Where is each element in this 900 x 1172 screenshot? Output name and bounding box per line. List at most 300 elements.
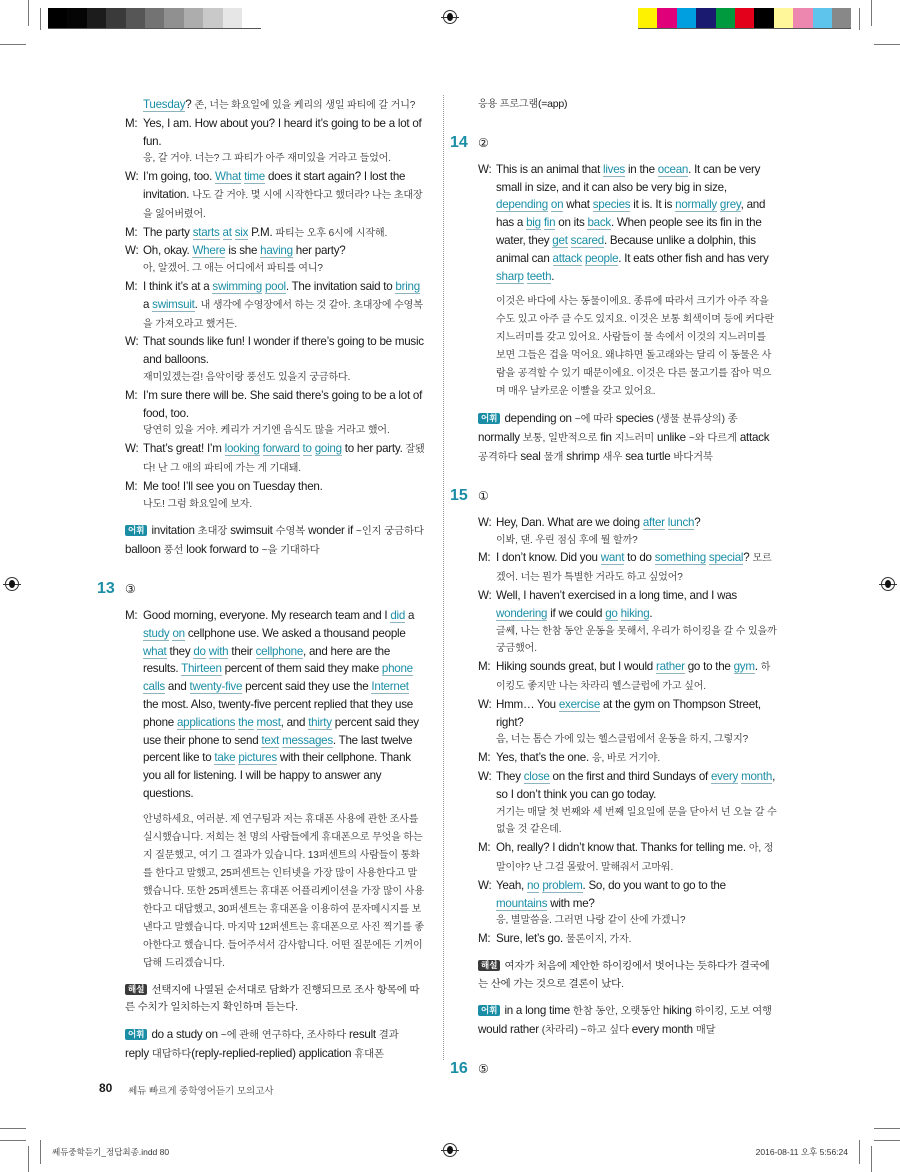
answer-blank: rather (655, 660, 685, 674)
explanation-text: 선택지에 나열된 순서대로 담화가 진행되므로 조사 항목에 따른 수치가 일치하는지 확인하며 듣는다. (125, 984, 420, 1014)
korean-translation: 하이킹, 도보 여행 (694, 1006, 772, 1018)
answer-blank: month (741, 769, 773, 783)
dialogue-line (478, 514, 778, 550)
answer-blank: What (215, 170, 242, 184)
korean-translation: 새우 (602, 451, 623, 463)
answer-blank: Internet (371, 680, 409, 694)
text-segment: . (194, 297, 201, 311)
explanation-section (125, 982, 425, 1018)
answer-blank: text (261, 733, 280, 747)
answer-blank: attack (552, 251, 582, 265)
book-title: 쎄듀 빠르게 중학영어듣기 모의고사 (128, 1086, 274, 1097)
gray-swatch (223, 8, 242, 28)
answer-blank: thirty (308, 715, 332, 729)
text-segment: percent said they use their phone to send (143, 715, 419, 747)
text-segment: in the (624, 162, 658, 176)
answer-blank: on (550, 198, 564, 212)
speaker-label: M: (125, 279, 138, 293)
speaker-label: W: (478, 769, 492, 783)
question-number: 16 (450, 1060, 468, 1078)
dialogue-line (125, 478, 425, 514)
crop-mark (874, 1128, 900, 1129)
color-swatch (677, 8, 696, 28)
text-segment: percent of them said they make (221, 662, 382, 676)
text-segment: attack (736, 431, 770, 445)
text-segment: with their cellphone. Thank you all for listening. I will be happy to answer any questions. (143, 751, 411, 800)
korean-translation: 나도 갈 거야. 몇 시에 시작한다고 했더라? 나는 초대장을 잃어버렸어. (143, 189, 423, 220)
text-segment: Good morning, everyone. My research team and I (143, 608, 391, 622)
text-segment: sea turtle (622, 449, 674, 463)
korean-translation: 응, 바로 거기야. (591, 753, 661, 765)
crop-mark (40, 8, 41, 30)
answer-blank: Thirteen (181, 662, 222, 676)
text-segment: percent said they use the (242, 680, 372, 694)
dialogue-line (125, 607, 425, 803)
dialogue-line (478, 696, 778, 749)
korean-translation: 지느러미 (614, 433, 655, 445)
korean-translation: 아, 알겠어. 그 애는 어디에서 파티를 여니? (143, 263, 323, 275)
text-segment: hiking (659, 1004, 695, 1018)
answer-blank: scared (570, 233, 604, 247)
text-segment: Hey, Dan. What are we doing (496, 515, 643, 529)
answer-blank: looking (224, 442, 260, 456)
text-segment: I think it’s at a (143, 279, 213, 293)
text-segment: result (346, 1028, 379, 1042)
answer-blank: what (143, 644, 167, 658)
answer-blank: gym (733, 660, 755, 674)
dialogue-line (478, 749, 778, 768)
korean-translation: 매달 (695, 1025, 716, 1037)
answer-blank: pictures (238, 751, 277, 765)
text-segment: . When people see its fin in the water, they (496, 216, 762, 247)
crop-mark (871, 0, 872, 26)
text-segment: This is an animal that (496, 162, 604, 176)
color-swatch (696, 8, 715, 28)
text-segment: I’m sure there will be. She said there’s going to be a lot of food, too. (143, 388, 423, 420)
korean-translation: 파티는 오후 6시에 시작해. (275, 227, 388, 239)
answer-blank: something (654, 551, 706, 565)
registration-mark-icon (881, 577, 895, 591)
speaker-label: W: (478, 162, 492, 176)
registration-mark-icon (443, 1143, 457, 1157)
speaker-label: M: (478, 551, 491, 565)
korean-translation: 물론이지, 가자. (565, 934, 632, 946)
crop-mark (28, 0, 29, 26)
text-segment: Well, I haven’t exercised in a long time, and I was (496, 588, 737, 602)
text-segment: . The invitation said to (285, 279, 396, 293)
korean-translation: 초대장 (197, 526, 228, 538)
speaker-label: M: (478, 932, 491, 946)
text-segment: . (551, 269, 555, 283)
vocabulary-badge: 어휘 (478, 413, 500, 424)
answer-blank: calls (143, 680, 165, 694)
color-swatch (754, 8, 773, 28)
crop-mark (40, 1140, 41, 1164)
text-segment: depending on (504, 412, 575, 426)
answer-blank: fin (543, 216, 556, 230)
speaker-label: M: (125, 388, 138, 402)
answer-choice: ③ (125, 581, 136, 596)
question-header (450, 133, 778, 152)
answer-blank: sharp (496, 269, 524, 283)
answer-blank: species (592, 198, 631, 212)
answer-blank: most (256, 715, 281, 729)
answer-blank: Tuesday (143, 98, 186, 111)
korean-translation: 잘됐다! 난 그 애의 파티에 가는 게 기대돼. (143, 444, 425, 474)
text-segment: their (228, 644, 256, 658)
answer-blank: close (523, 769, 550, 783)
answer-blank: forward (262, 442, 300, 456)
explanation-section (478, 958, 778, 994)
text-segment: does it start again? I lost the invitation. (143, 170, 406, 201)
text-segment: species (612, 412, 657, 426)
text-segment: it is. It is (630, 198, 676, 212)
answer-blank: mountains (496, 896, 548, 910)
text-segment: I don’t know. Did you (496, 551, 601, 565)
text-segment: fin (597, 431, 615, 445)
gray-swatch (242, 8, 261, 28)
text-segment: Hiking sounds great, but I would (496, 660, 656, 674)
grayscale-color-bar (48, 8, 261, 29)
text-segment: ? (743, 551, 753, 565)
answer-choice: ② (478, 135, 489, 150)
speaker-label: W: (125, 170, 139, 184)
answer-blank: special (708, 551, 744, 565)
vocabulary-section (125, 522, 425, 560)
text-segment: reply (125, 1047, 152, 1061)
text-segment: do a study on (151, 1028, 221, 1042)
answer-blank: did (390, 608, 406, 622)
text-segment: . So, do you want to go to the (582, 878, 726, 892)
text-segment: . It can be very small in size, and it can also be very big in size, (496, 162, 761, 194)
color-swatch (832, 8, 851, 28)
dialogue-line (125, 278, 425, 333)
text-segment: The party (143, 225, 193, 239)
text-segment: her party? (292, 244, 346, 258)
speaker-label: W: (125, 442, 139, 456)
vocabulary-section (478, 1002, 778, 1040)
text-segment: they (166, 644, 194, 658)
translation-paragraph: 이것은 바다에 사는 동물이에요. 종류에 따라서 크기가 아주 작을 수도 있고 아주 클 수도 있지요. 이것은 보통 회색이며 등에 커다란 지느러미를 갖고 있어요. 사람들이 물 속에서 이것의 지느러미를 보면 그들은 겁을 먹어요. 왜냐하면 돌고래와는 달리 이 동물은 사람을 공격할 수 있기 때문이에요. 이것은 다른 물고기를 잡아 먹으며 매우 날카로운 이빨을 갖고 있어요. (496, 296, 775, 398)
speaker-label: W: (125, 244, 139, 258)
korean-translation: ~에 따라 (574, 414, 613, 426)
dialogue-line (478, 768, 778, 839)
text-segment: . The last twelve percent like to (143, 733, 413, 765)
color-swatch (813, 8, 832, 28)
answer-blank: lives (603, 162, 625, 176)
answer-blank: depending (496, 198, 548, 212)
explanation-badge: 해설 (478, 960, 500, 971)
vocabulary-badge: 어휘 (478, 1005, 500, 1016)
color-swatch (793, 8, 812, 28)
korean-translation: ~에 관해 연구하다, 조사하다 (220, 1030, 347, 1042)
dialogue-line (125, 96, 425, 115)
question-number: 14 (450, 133, 468, 151)
answer-blank: every (710, 769, 739, 783)
text-segment: what (563, 198, 593, 212)
text-segment: Oh, really? I didn’t know that. Thanks for telling me. (496, 841, 749, 855)
dialogue-line (478, 839, 778, 877)
speaker-label: W: (478, 515, 492, 529)
color-swatch (638, 8, 657, 28)
text-segment: to her party. (341, 442, 406, 456)
text-segment: the most. Also, twenty-five percent replied that they use phone (143, 697, 413, 729)
speaker-label: W: (478, 588, 492, 602)
gray-swatch (67, 8, 86, 28)
crop-mark (0, 1128, 26, 1129)
gray-swatch (145, 8, 164, 28)
korean-translation: (생물 분류상의) 종 (656, 414, 738, 426)
gray-swatch (184, 8, 203, 28)
answer-blank: big (526, 216, 541, 230)
dialogue-line (125, 333, 425, 386)
crop-mark (874, 1140, 900, 1141)
korean-translation: 아, 정말이야? 난 그걸 몰랐어. 말해줘서 고마워. (496, 843, 774, 873)
question-number: 15 (450, 486, 468, 504)
text-segment: , and (280, 715, 309, 729)
answer-blank: six (234, 225, 249, 239)
answer-blank: swimsuit (152, 297, 195, 311)
answer-blank: grey (719, 198, 741, 212)
text-segment: ? (185, 98, 195, 111)
text-segment: on its (555, 216, 588, 230)
answer-blank: time (244, 170, 265, 184)
answer-blank: problem (542, 878, 583, 892)
explanation-text: 여자가 처음에 제안한 하이킹에서 벗어나는 듯하다가 결국에는 산에 가는 것으로 결론이 났다. (478, 960, 770, 990)
korean-translation: 대답하다 (151, 1049, 192, 1061)
text-segment: to do (624, 551, 655, 565)
dialogue-line (125, 168, 425, 223)
question-header (450, 1060, 778, 1078)
text-segment: a (405, 608, 415, 622)
answer-blank: phone (381, 662, 413, 676)
text-segment: Oh, okay. (143, 244, 193, 258)
registration-mark-icon (5, 577, 19, 591)
text-segment: (reply-replied-replied) application (191, 1047, 355, 1061)
crop-mark (859, 8, 860, 30)
text-segment: ? (694, 515, 701, 529)
process-color-bar (638, 8, 851, 29)
explanation-badge: 해설 (125, 984, 147, 995)
answer-blank: Where (192, 244, 226, 258)
text-segment: , and has a (496, 198, 766, 230)
text-segment: . It eats other fish and has very (618, 251, 769, 265)
korean-translation: 존, 너는 화요일에 있을 케리의 생일 파티에 갈 거니? (194, 100, 416, 111)
korean-translation: (차라리) ~하고 싶다 (541, 1025, 629, 1037)
korean-translation: 휴대폰 (354, 1049, 384, 1061)
vocabulary-section (478, 410, 778, 466)
text-segment: cellphone use. We asked a thousand people (184, 626, 406, 640)
answer-blank: messages (282, 733, 333, 747)
text-segment: . Because unlike a dolphin, this animal can (496, 233, 756, 265)
answer-blank: going (314, 442, 342, 456)
slug-filename: 쎄듀중학듣기_정답최종.indd 80 (52, 1147, 170, 1157)
text-segment: . (649, 606, 653, 620)
gray-swatch (48, 8, 67, 28)
korean-translation: 바다거북 (673, 451, 713, 463)
answer-blank: lunch (667, 515, 695, 529)
text-segment: at the gym on Thompson Street, right? (496, 697, 761, 729)
text-segment: That sounds like fun! I wonder if there’s going to be music and balloons. (143, 335, 424, 367)
answer-blank: want (600, 551, 625, 565)
korean-translation: 나도! 그럼 화요일에 보자. (143, 498, 252, 510)
text-segment: , so I don’t think you can go today. (496, 769, 776, 801)
slug-date: 2016-08-11 오후 5:56:24 (755, 1147, 848, 1157)
dialogue-line (125, 224, 425, 243)
question-header (97, 579, 425, 598)
dialogue-line (478, 587, 778, 658)
crop-mark (28, 1146, 29, 1172)
text-segment: Yeah, (496, 878, 527, 892)
answer-blank: pool (264, 279, 286, 293)
korean-translation: 응, 갈 거야. 너는? 그 파티가 아주 재미있을 거라고 들었어. (143, 153, 391, 165)
korean-translation: 풍선 (163, 545, 184, 557)
speaker-label: M: (478, 841, 491, 855)
question-number: 13 (97, 579, 115, 597)
text-segment: Sure, let’s go. (496, 932, 566, 946)
dialogue-line (478, 658, 778, 696)
text-segment: look forward to (183, 543, 262, 557)
answer-blank: back (587, 216, 611, 230)
text-segment: and (164, 680, 190, 694)
vocabulary-badge: 어휘 (125, 525, 147, 536)
text-segment: Yes, that’s the one. (496, 751, 592, 765)
korean-translation: 재미있겠는걸! 음악이랑 풍선도 있을지 궁금하다. (143, 371, 351, 383)
crop-mark (0, 44, 26, 45)
answer-blank: people (584, 251, 619, 265)
korean-translation: 글쎄, 나는 한참 동안 운동을 못해서, 우리가 하이킹을 갈 수 있을까 궁금했어. (496, 625, 777, 655)
answer-choice: ⑤ (478, 1062, 489, 1077)
answer-blank: the (238, 715, 254, 729)
right-column (450, 96, 778, 1087)
korean-translation: 공격하다 (478, 451, 518, 463)
speaker-label: M: (125, 225, 138, 239)
text-segment: I’m going, too. (143, 170, 216, 184)
answer-blank: starts (192, 225, 220, 239)
speaker-label: M: (478, 751, 491, 765)
translation-paragraph: 안녕하세요, 여러분. 제 연구팀과 저는 휴대폰 사용에 관한 조사를 실시했습니다. 저희는 천 명의 사람들에게 휴대폰으로 무엇을 하는지 질문했고, 여기 그 결과가 있습니다. 13퍼센트의 사람들이 통화를 한다고 말했고, 25퍼센트는 인터넷을 가장 많이 사용한다고 말했습니다. 또한 25퍼센트는 휴대폰 어플리케이션을 가장 많이 사용한다고 대답했고, 30퍼센트는 휴대폰을 이용하여 문자메시지를 보낸다고 말했습니다. 마지막 12퍼센트는 휴대폰으로 사진 찍기를 좋아한다고 했습니다. 들어주셔서 감사합니다. 어떤 질문에든 기꺼이 답해 드리겠습니다. (143, 813, 424, 969)
dialogue-line (478, 161, 778, 286)
speaker-label: W: (478, 878, 492, 892)
dialogue-line (125, 242, 425, 278)
speaker-label: W: (125, 335, 139, 349)
text-segment: a (143, 297, 153, 311)
gray-swatch (203, 8, 222, 28)
text-segment: is she (225, 244, 261, 258)
text-segment: That’s great! I’m (143, 442, 225, 456)
crop-mark (0, 1140, 26, 1141)
color-swatch (657, 8, 676, 28)
text-segment: (=app) (538, 98, 568, 110)
answer-choice: ① (478, 488, 489, 503)
text-segment: P.M. (248, 225, 276, 239)
page-number: 80 (99, 1081, 113, 1095)
text-segment: with me? (547, 896, 595, 910)
korean-translation: 결과 (378, 1030, 399, 1042)
answer-blank: no (526, 878, 540, 892)
speaker-label: M: (478, 660, 491, 674)
text-segment: shrimp (563, 449, 603, 463)
answer-blank: bring (395, 279, 420, 293)
gray-swatch (106, 8, 125, 28)
answer-blank: cellphone (255, 644, 304, 658)
answer-blank: at (222, 225, 232, 239)
answer-blank: with (208, 644, 229, 658)
crop-mark (874, 44, 900, 45)
gray-swatch (87, 8, 106, 28)
text-segment: go to the (684, 660, 734, 674)
text-segment: every month (628, 1023, 696, 1037)
text-segment: seal (517, 449, 544, 463)
dialogue-line (125, 387, 425, 440)
registration-mark-icon (443, 10, 457, 24)
color-swatch (774, 8, 793, 28)
korean-translation: 보통, 일반적으로 (522, 433, 598, 445)
text-segment: would rather (478, 1023, 542, 1037)
korean-translation: 거기는 매달 첫 번째와 세 번째 일요일에 문을 닫아서 넌 오늘 갈 수 없을 것 같은데. (496, 806, 777, 836)
crop-mark (859, 1140, 860, 1164)
korean-translation: 응, 별말씀을. 그러면 나랑 같이 산에 가겠니? (496, 915, 686, 927)
answer-blank: wondering (496, 606, 548, 620)
answer-blank: go (605, 606, 618, 620)
korean-translation: 한참 동안, 오랫동안 (572, 1006, 660, 1018)
korean-translation: 모르겠어. 너는 뭔가 특별한 거라도 하고 싶었어? (496, 553, 772, 584)
answer-blank: swimming (212, 279, 262, 293)
korean-translation: ~을 기대하다 (261, 545, 320, 557)
answer-blank: take (214, 751, 236, 765)
speaker-label: M: (125, 479, 138, 493)
text-segment: , and here are the results. (143, 644, 391, 676)
crop-mark (871, 1146, 872, 1172)
korean-translation: 내 생각에 수영장에서 하는 것 같아. 초대장에 수영복을 가져오라고 했거든. (143, 299, 423, 330)
text-segment: on the first and third Sundays of (549, 769, 711, 783)
answer-blank: get (552, 233, 568, 247)
korean-translation: 당연히 있을 거야. 케리가 거기엔 음식도 많을 거라고 했어. (143, 425, 390, 437)
speaker-label: M: (125, 116, 138, 130)
gray-swatch (126, 8, 145, 28)
korean-translation: 하이킹도 좋지만 나는 차라리 헬스클럽에 가고 싶어. (496, 662, 771, 692)
dialogue-line (478, 930, 778, 949)
question-header (450, 486, 778, 505)
dialogue-line (125, 115, 425, 168)
answer-blank: ocean (657, 162, 689, 176)
text-segment: normally (478, 431, 523, 445)
text-segment: if we could (547, 606, 606, 620)
text-segment: wonder if (305, 524, 356, 538)
answer-blank: do (193, 644, 206, 658)
answer-blank: having (260, 244, 293, 258)
text-segment: balloon (125, 543, 164, 557)
speaker-label: W: (478, 697, 492, 711)
answer-blank: applications (176, 715, 236, 729)
answer-blank: to (302, 442, 312, 456)
answer-blank: hiking (620, 606, 650, 620)
column-divider (443, 95, 444, 1060)
text-segment: in a long time (504, 1004, 573, 1018)
continued-text (478, 96, 778, 114)
answer-blank: on (172, 626, 185, 640)
color-swatch (735, 8, 754, 28)
text-segment: Yes, I am. How about you? I heard it’s going to be a lot of fun. (143, 116, 422, 148)
text-segment: unlike (654, 431, 689, 445)
speaker-label: M: (125, 608, 138, 622)
answer-blank: exercise (558, 697, 601, 711)
korean-translation: 물개 (543, 451, 564, 463)
dialogue-line (478, 877, 778, 930)
korean-translation: 수영복 (275, 526, 306, 538)
answer-blank: after (642, 515, 665, 529)
vocabulary-section (125, 1026, 425, 1064)
